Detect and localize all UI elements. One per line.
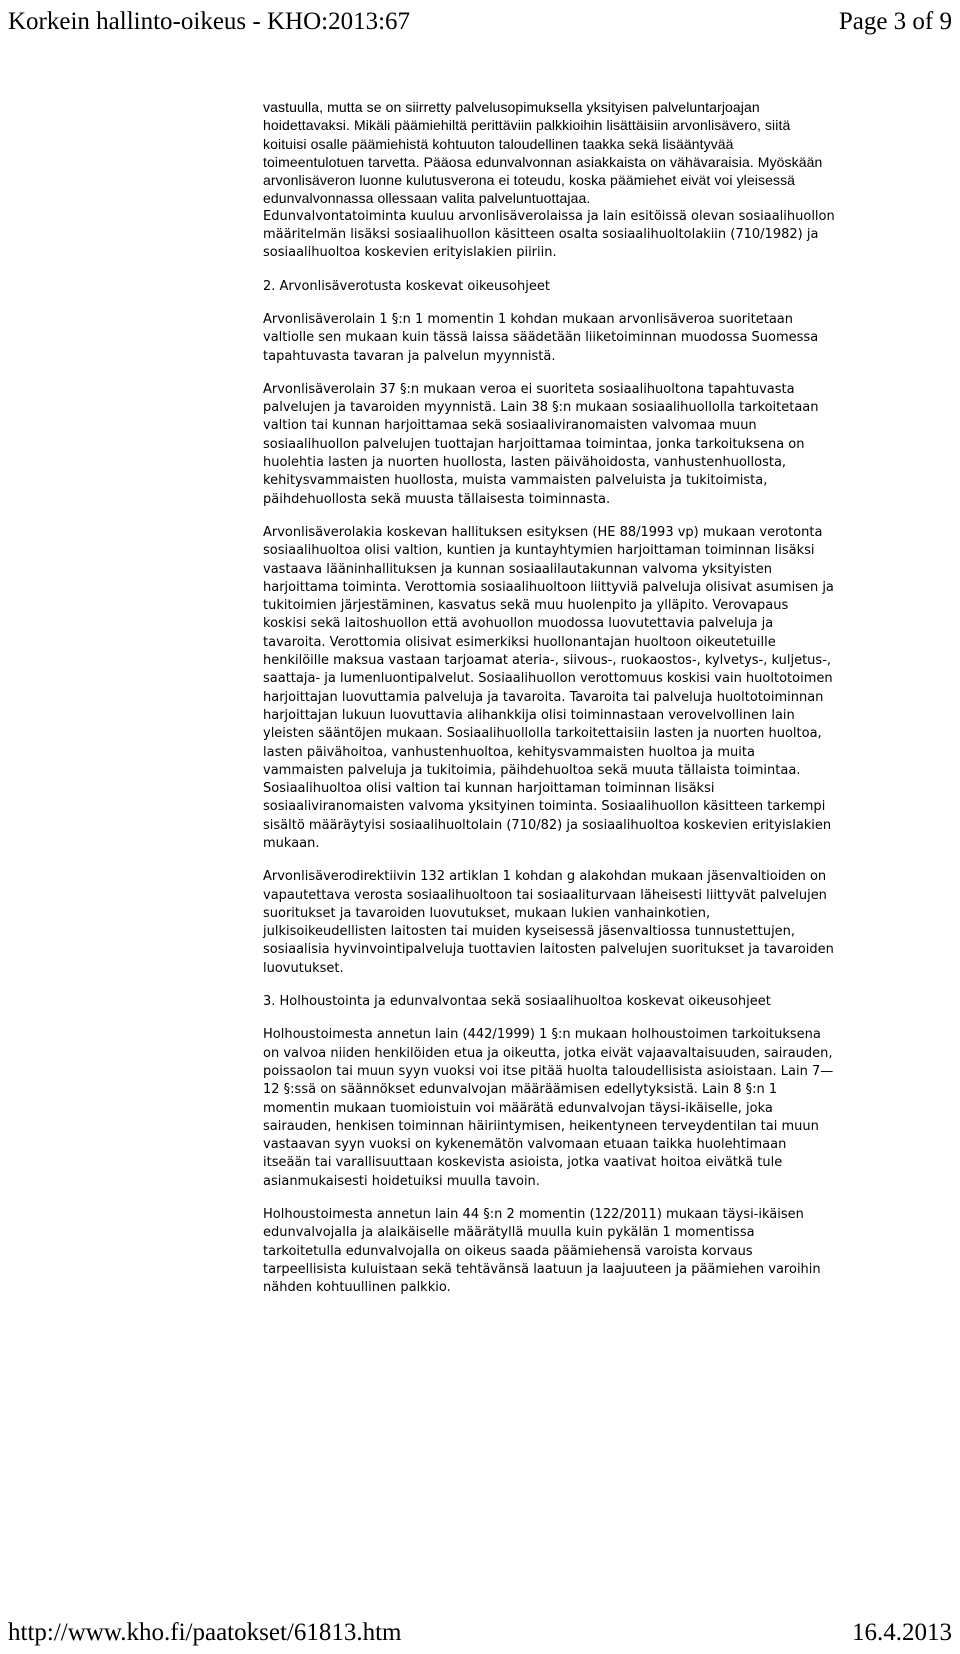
page-footer (8, 1616, 952, 1650)
paragraph-5: Arvonlisäverolakia koskevan hallituksen esityksen (HE 88/1993 vp) mukaan verotonta sosiaalihuoltoa olisi valtion, kuntien ja kuntayhtymien harjoittaman toiminnan lisäksi vastaava lääninhallituksen ja kunnan sosiaalilautakunnan valvoma yksityisten harjoittama toiminta. Verottomia sosiaalihuoltoon liittyviä palveluja olisivat asumisen ja tukitoimien järjestäminen, kasvatus sekä muu huolenpito ja ylläpito. Verovapaus koskisi sekä laitoshuollon että avohuollon muodossa luovutettavia palveluja ja tavaroita. Verottomia olisivat esimerkiksi huollonantajan huoltoon oikeutetuille henkilöille maksua vastaan tarjoamat ateria-, siivous-, ruokaostos-, kylvetys-, kuljetus-, saattaja- ja lumenluontipalvelut. Sosiaalihuollon verottomuus koskisi vain huoltotoimen harjoittajan luovuttamia palveluja ja tavaroita. Tavaroita tai palveluja huoltotoiminnan harjoittajan lukuun luovuttavia alihankkija olisi toiminnastaan verovelvollinen lain yleisten sääntöjen mukaan. Sosiaalihuollolla tarkoitettaisiin lasten ja nuorten huoltoa, lasten päivähoitoa, vanhustenhuoltoa, kehitysvammaisten huoltoa ja muita vammaisten palveluja ja tukitoimia, päihdehuoltoa sekä muuta tällaista toimintaa. Sosiaalihuoltoa olisi valtion tai kunnan harjoittaman toiminnan lisäksi sosiaaliviranomaisten valvoma yksityinen toiminta. Sosiaalihuollon käsitteen tarkempi sisältö määräytyisi sosiaalihuoltolain (710/82) ja sosiaalihuoltoa koskevien erityislakien mukaan. (263, 524, 834, 851)
section-heading-2: 2. Arvonlisäverotusta koskevat oikeusohjeet (263, 278, 550, 294)
paragraph-4: Arvonlisäverolain 37 §:n mukaan veroa ei suoriteta sosiaalihuoltona tapahtuvasta palvelujen ja tavaroiden myynnistä. Lain 38 §:n mukaan sosiaalihuollolla tarkoitetaan valtion tai kunnan harjoittamaa sekä sosiaaliviranomaisten valvomaa muun sosiaalihuollon palvelujen tuottajan harjoittamaa toimintaa, jonka tarkoituksena on huolehtia lasten ja nuorten huollosta, lasten päivähoidosta, vanhustenhuollosta, kehitysvammaisten huollosta, muista vammaisten palveluista ja tukitoimista, päihdehuollosta sekä muusta tällaisesta toiminnasta. (263, 381, 819, 507)
paragraph-6: Arvonlisäverodirektiivin 132 artiklan 1 kohdan g alakohdan mukaan jäsenvaltioiden on vapautettava verosta sosiaalihuoltoon tai sosiaaliturvaan läheisesti liittyvät palvelujen suoritukset ja tavaroiden luovutukset, mukaan lukien vanhainkotien, julkisoikeudellisten laitosten tai muiden kyseisessä jäsenvaltiossa tunnustettujen, sosiaalisia hyvinvointipalveluja tuottavien laitosten palvelujen suoritukset ja tavaroiden luovutukset. (263, 869, 834, 976)
paragraph-3: Arvonlisäverolain 1 §:n 1 momentin 1 kohdan mukaan arvonlisäveroa suoritetaan valtiolle sen mukaan kuin tässä laissa säädetään liiketoiminnan muodossa Suomessa tapahtuvasta tavaran ja palvelun myynnistä. (263, 311, 819, 364)
page-number: Page 3 of 9 (838, 8, 952, 35)
document-title: Korkein hallinto-oikeus - KHO:2013:67 (8, 8, 411, 35)
document-body (263, 98, 835, 1298)
source-url: http://www.kho.fi/paatokset/61813.htm (8, 1619, 402, 1646)
print-date: 16.4.2013 (852, 1619, 952, 1646)
paragraph-8: Holhoustoimesta annetun lain 44 §:n 2 momentin (122/2011) mukaan täysi-ikäisen edunvalvojalla ja alaikäiselle määrätyllä muulla kuin pykälän 1 momentissa tarkoitetulla edunvalvojalla on oikeus saada päämiehensä varoista korvaus tarpeellisista kuluistaan sekä tehtävänsä laatuun ja laajuuteen ja päämiehen varoihin nähden kohtuullinen palkkio. (263, 1207, 821, 1296)
paragraph-1: vastuulla, mutta se on siirretty palvelusopimuksella yksityisen palveluntarjoajan hoidettavaksi. Mikäli päämiehiltä perittäviin palkkioihin lisättäisiin arvonlisävero, siitä koituisi osalle päämiehistä kohtuuton taloudellinen taakka sekä lisääntyvää toimeentulotuen tarvetta. Pääosa edunvalvonnan asiakkaista on vähävaraisia. Myöskään arvonlisäveron luonne kulutusverona ei toteudu, koska päämiehet eivät voi yleisessä edunvalvonnassa ollessaan valita palveluntuottajaa. (263, 99, 823, 207)
page-header (8, 2, 952, 42)
paragraph-7: Holhoustoimesta annetun lain (442/1999) 1 §:n mukaan holhoustoimen tarkoituksena on valvoa niiden henkilöiden etua ja oikeutta, jotka eivät vajaavaltaisuuden, sairauden, poissaolon tai muun syyn vuoksi voi itse pitää huolta taloudellisista asioistaan. Lain 7—12 §:ssä on säännökset edunvalvojan määräämisen edellytyksistä. Lain 8 §:n 1 momentin mukaan tuomioistuin voi määrätä edunvalvojan täysi-ikäiselle, joka sairauden, henkisen toiminnan häiriintymisen, heikentyneen terveydentilan tai muun vastaavan syyn vuoksi on kykenemätön valvomaan etuaan taikka huolehtimaan itseään tai varallisuuttaan koskevista asioista, jotka vaativat hoitoa eivätkä tule asianmukaisesti hoidetuiksi muulla tavoin. (263, 1027, 834, 1189)
paragraph-2: Edunvalvontatoiminta kuuluu arvonlisäverolaissa ja lain esitöissä olevan sosiaalihuollon määritelmän lisäksi sosiaalihuollon käsitteen osalta sosiaalihuoltolakiin (710/1982) ja sosiaalihuoltoa koskevien erityislakien piiriin. (263, 208, 835, 261)
section-heading-3: 3. Holhoustointa ja edunvalvontaa sekä sosiaalihuoltoa koskevat oikeusohjeet (263, 994, 771, 1010)
